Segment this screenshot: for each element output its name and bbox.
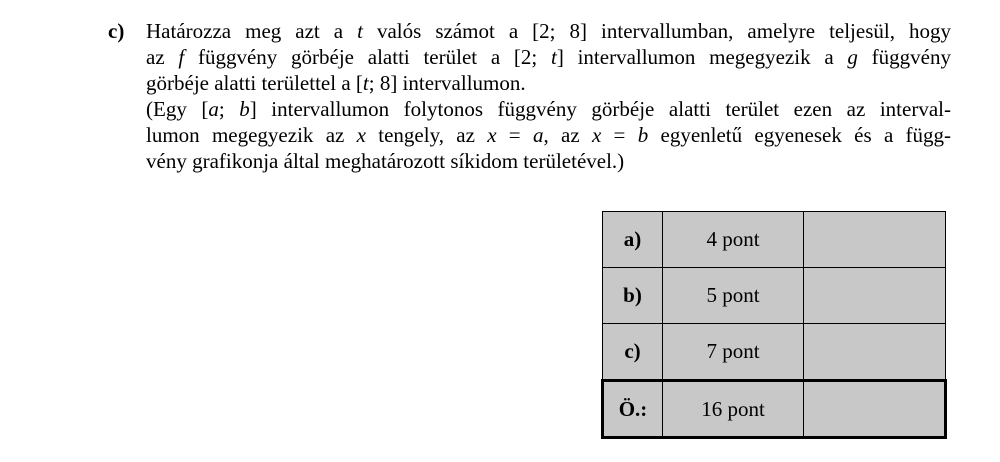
problem-line-1 (146, 18, 951, 44)
earned-points-cell[interactable] (804, 212, 946, 268)
score-table (601, 211, 947, 439)
var-x: x (591, 123, 602, 147)
problem-text (146, 18, 951, 174)
var-b: b (239, 97, 250, 121)
total-max-points: 16 pont (663, 381, 804, 438)
max-points: 4 pont (663, 212, 804, 268)
part-label: a) (603, 212, 663, 268)
score-row-c (603, 324, 946, 381)
var-t: t (551, 45, 557, 69)
max-points: 5 pont (663, 268, 804, 324)
l5-a: lumon megegyezik az (146, 123, 357, 147)
score-row-a (603, 212, 946, 268)
var-f: f (178, 45, 185, 69)
l2-a: az (146, 45, 179, 69)
var-a: a (532, 123, 544, 147)
l3-b: ; 8] intervallumon. (368, 71, 526, 95)
max-points: 7 pont (663, 324, 804, 381)
l4-c: ] intervallumon folytonos függvény görbéje alatti terület ezen az interval- (249, 97, 951, 121)
var-g: g (847, 45, 858, 69)
problem-line-5 (146, 122, 951, 148)
l4-a: (Egy [ (146, 97, 209, 121)
part-label: c) (603, 324, 663, 381)
l2-c: ] intervallumon megegyezik a (556, 45, 848, 69)
total-earned-cell[interactable] (804, 381, 946, 438)
var-x: x (487, 123, 497, 147)
l5-c: = (496, 123, 533, 147)
var-x: x (356, 123, 366, 147)
score-row-total (603, 381, 946, 438)
l5-d: , az (543, 123, 592, 147)
var-t: t (362, 71, 369, 95)
l5-e: = (601, 123, 638, 147)
problem-line-2 (146, 44, 951, 70)
l1-a: Határozza meg azt a (146, 19, 358, 43)
l2-d: függvény (857, 45, 951, 69)
l4-b: ; (218, 97, 240, 121)
total-label: Ö.: (603, 381, 663, 438)
score-row-b (603, 268, 946, 324)
problem-line-4 (146, 96, 951, 122)
var-b: b (637, 123, 649, 147)
earned-points-cell[interactable] (804, 268, 946, 324)
problem-line-3 (146, 70, 951, 96)
l5-f: egyenletű egyenesek és a függ- (648, 123, 952, 147)
var-a: a (208, 97, 219, 121)
l5-b: tengely, az (365, 123, 488, 147)
l1-b: valós számot a [2; 8] intervallumban, amelyre teljesül, hogy (362, 19, 951, 43)
problem-label: c) (108, 19, 125, 43)
var-t: t (357, 19, 363, 43)
part-label: b) (603, 268, 663, 324)
l2-b: függvény görbéje alatti terület a [2; (184, 45, 551, 69)
problem-line-6: vény grafikonja által meghatározott síkidom területével.) (146, 149, 625, 173)
l3-a: görbéje alatti területtel a [ (146, 71, 363, 95)
earned-points-cell[interactable] (804, 324, 946, 381)
